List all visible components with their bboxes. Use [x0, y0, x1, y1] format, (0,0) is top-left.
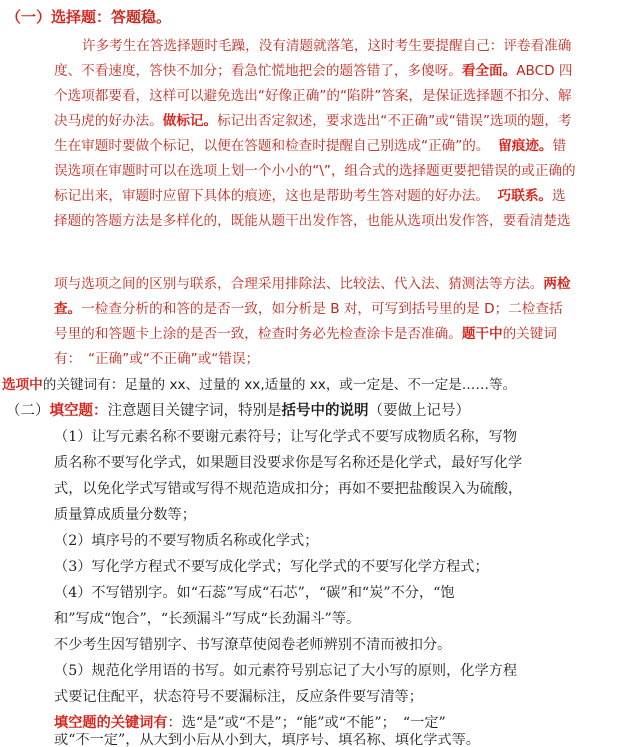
s2-keywords-line-1: 填空题的关键词有：选“是”或“不是”；“能”或“不能”； “一定”	[54, 715, 446, 731]
s2-item4-line-3: 不少考生因写错别字、书写潦草使阅卷老师辨别不清而被扣分。	[54, 637, 452, 653]
s1-line-5: 生在审题时要做个标记，以便在答题和检查时提醒自己别选成“正确”的。 留痕迹。错	[54, 138, 567, 154]
keyword-look-all: 看全面。	[461, 63, 517, 79]
s1-line-9: 项与选项之间的区别与联系，合理采用排除法、比较法、代入法、猜测法等方法。两检	[54, 276, 571, 292]
section1-heading-sub: 答题稳。	[111, 8, 172, 26]
section2-heading-title: 填空题：	[49, 403, 108, 419]
s1-line-10: 查。一检查分析的和答的是否一致，如分析是 B 对，可写到括号里的是 D；二检查括	[54, 301, 563, 317]
s1-line-13: 选项中的关键词有：足量的 xx、过量的 xx,适量的 xx，或一定是、不一定是……等。	[2, 377, 517, 393]
s2-item3: （3）写化学方程式不要写成化学式；写化学式的不要写化学方程式；	[54, 559, 489, 575]
section1-heading-title: 选择题：	[51, 8, 112, 26]
section1-heading	[6, 6, 619, 27]
s1-line-6: 误选项在审题时可以在选项上划一个小小的“\”，组合式的选择题更要把错误的或正确的	[54, 163, 576, 179]
keyword-trace: 留痕迹。	[498, 138, 553, 154]
s2-item1-line-1: （1）让写元素名称不要谢元素符号；让写化学式不要写成物质名称，写物	[54, 429, 518, 445]
keyword-double-check: 两检	[543, 276, 571, 292]
s1-line-11: 号里的和答题卡上涂的是否一致，检查时务必先检查涂卡是否准确。题干中的关键词	[54, 326, 557, 342]
s2-item4-line-1: （4）不写错别字。如“石蕊”写成“石芯”，“碳”和“炭”不分，“饱	[54, 585, 455, 601]
s2-item5-line-1: （5）规范化学用语的书写。如元素符号别忘记了大小写的原则，化学方程	[54, 663, 518, 679]
s1-line-2: 度、不看速度，答快不加分；看急忙慌地把会的题答错了，多傻呀。看全面。ABCD 四	[54, 63, 573, 79]
keyword-connect: 巧联系。	[497, 188, 553, 204]
s2-keywords-line-2: 或“不一定”，从大到小后从小到大，填序号、填名称、填化学式等。	[54, 733, 480, 747]
s1-line-1: 许多考生在答选择题时毛躁，没有清题就落笔，这时考生要提醒自己：评卷看准确	[82, 38, 572, 54]
keyword-stem: 题干中	[461, 326, 503, 342]
section2-heading-bold: 括号中的说明	[281, 403, 369, 419]
section2-heading: （二）填空题：注意题目关键字词，特别是括号中的说明（要做上记号）	[6, 403, 470, 419]
s1-line-3: 个选项都要看，这样可以避免选出“好像正确”的“陷阱”答案，是保证选择题不扣分、解	[54, 88, 572, 104]
s1-line-4: 决马虎的好办法。做标记。标记出否定叙述，要求选出“不正确”或“错误”选项的题，考	[54, 113, 572, 129]
s1-line-7: 标记出来，审题时应留下具体的痕迹，这也是帮助考生答对题的好办法。 巧联系。选	[54, 188, 566, 204]
s1-line-12: 有： “正确”或“不正确”或“错误；	[54, 351, 260, 367]
keyword-mark: 做标记。	[162, 113, 218, 129]
section1-heading-num: （一）	[6, 8, 52, 26]
s2-item1-line-4: 质量算成质量分数等；	[54, 507, 196, 523]
s1-line-8: 择题的答题方法是多样化的，既能从题干出发作答，也能从选项出发作答，要看清楚选	[54, 213, 571, 229]
s2-item4-line-2: 和”写成“饱合”，“长颈漏斗”写成“长劲漏斗”等。	[54, 611, 361, 627]
s2-item1-line-3: 式，以免化学式写错或写得不规范造成扣分；再如不要把盐酸误入为硫酸，	[54, 481, 523, 497]
s2-item1-line-2: 质名称不要写化学式，如果题目没要求你是写名称还是化学式，最好写化学	[54, 455, 523, 471]
s2-item2: （2）填序号的不要写物质名称或化学式；	[54, 533, 319, 549]
section2-heading-num: （二）	[6, 403, 50, 419]
keyword-options: 选项中	[2, 377, 43, 393]
keyword-fill-blank: 填空题的关键词有	[54, 715, 168, 731]
s2-item5-line-2: 式要记住配平，状态符号不要漏标注，反应条件要写清等；	[54, 689, 423, 705]
